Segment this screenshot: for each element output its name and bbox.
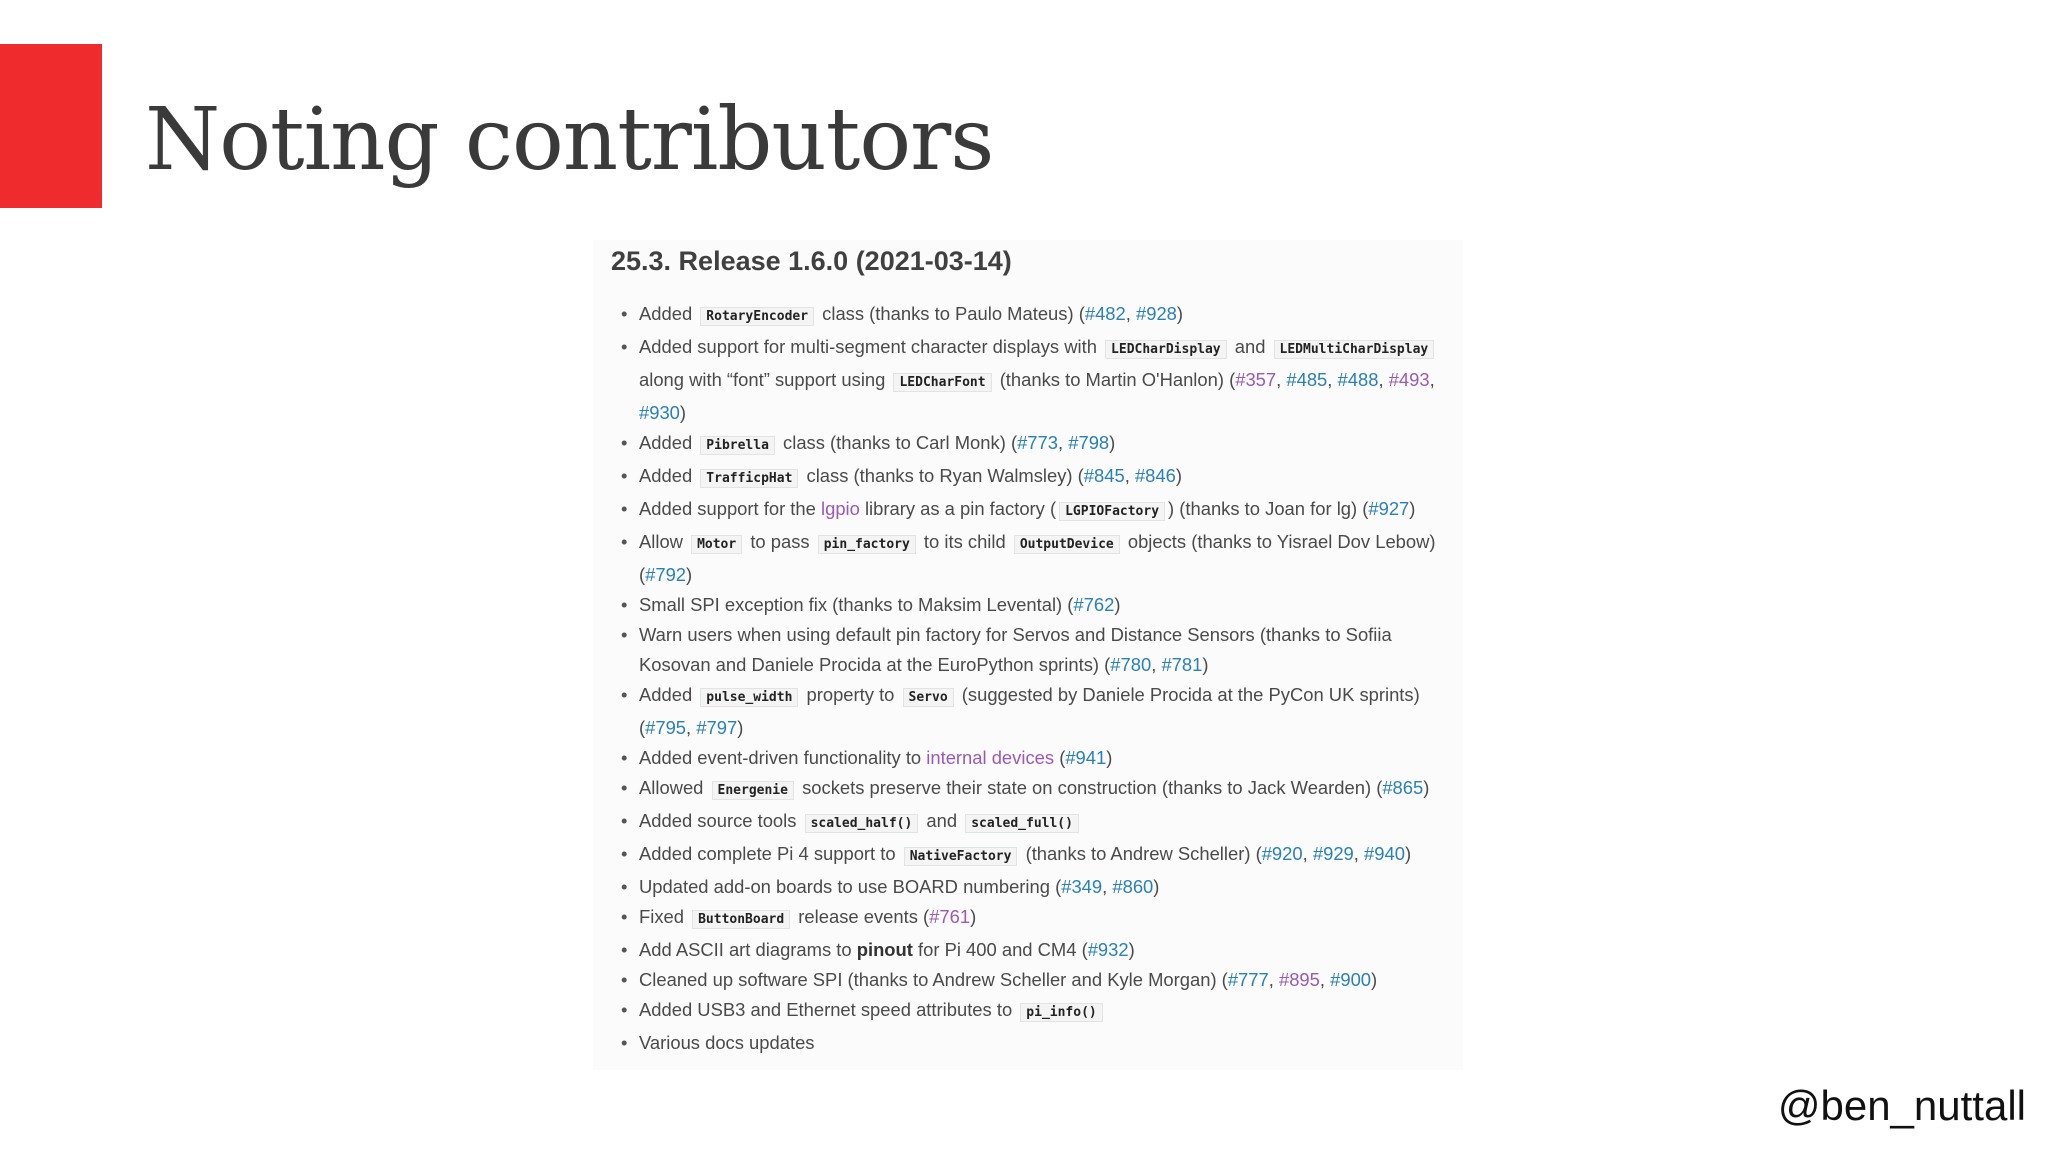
slide-title: Noting contributors [145,90,994,190]
code-literal: LEDMultiCharDisplay [1274,340,1435,359]
release-items-list [611,299,1463,1058]
issue-link[interactable]: #865 [1382,777,1424,798]
code-literal: scaled_half() [805,814,919,833]
twitter-handle: @ben_nuttall [1777,1082,2026,1129]
item-text: (thanks to Martin O'Hanlon) ( [994,369,1236,390]
item-text: , [1276,369,1287,390]
item-text: , [1302,843,1313,864]
code-literal: pi_info() [1020,1003,1102,1022]
item-text: ) [1202,654,1209,675]
issue-link[interactable]: #795 [645,717,687,738]
issue-link[interactable]: #792 [645,564,687,585]
item-text: , [1268,969,1279,990]
release-item [611,299,1463,332]
release-item [611,1028,1463,1058]
item-text: Small SPI exception fix (thanks to Maksim Levental) ( [639,594,1074,615]
issue-link[interactable]: #940 [1364,843,1405,864]
issue-link[interactable]: #780 [1110,654,1152,675]
item-text: , [1151,654,1162,675]
item-text: ) [1404,843,1412,864]
release-item [611,839,1463,872]
issue-link[interactable]: #482 [1084,303,1126,324]
item-text: Added complete Pi 4 support to [639,843,901,864]
issue-link[interactable]: #777 [1227,969,1269,990]
item-text: , [1124,465,1135,486]
item-text: , [1327,369,1338,390]
issue-link[interactable]: #900 [1330,969,1372,990]
item-text: ) [1114,594,1121,615]
item-text: Allow [639,531,689,552]
code-literal: LEDCharDisplay [1105,340,1227,359]
item-text: ) [1175,465,1182,486]
bold-text: pinout [856,939,913,960]
item-text: property to [801,684,900,705]
issue-link[interactable]: #930 [639,402,680,423]
code-literal: ButtonBoard [692,910,790,929]
release-item [611,527,1463,590]
item-text: Warn users when using default pin factory for Servos and Distance Sensors (thanks to Sofiia Kosovan and Daniele Procida at the EuroPython sprints) ( [639,624,1392,675]
issue-link[interactable]: #485 [1286,369,1328,390]
code-literal: scaled_full() [965,814,1079,833]
item-text: class (thanks to Ryan Walmsley) ( [801,465,1084,486]
release-item [611,428,1463,461]
code-literal: Motor [691,535,742,554]
issue-link[interactable]: #929 [1312,843,1354,864]
item-text: , [1125,303,1136,324]
issue-link[interactable]: #357 [1235,369,1277,390]
issue-link[interactable]: #493 [1388,369,1430,390]
item-text: Add ASCII art diagrams to [639,939,857,960]
code-literal: Pibrella [700,436,775,455]
item-text: objects (thanks to Yisrael Dov Lebow) ( [639,531,1436,585]
item-text: Added source tools [639,810,802,831]
accent-bar [0,44,102,208]
issue-link[interactable]: #798 [1068,432,1110,453]
code-literal: pulse_width [700,688,798,707]
release-item [611,494,1463,527]
item-text: ) [737,717,744,738]
item-text: class (thanks to Paulo Mateus) ( [817,303,1085,324]
issue-link[interactable]: internal devices [926,747,1055,768]
item-text: Added event-driven functionality to [639,747,927,768]
item-text: , [1353,843,1365,864]
item-text: and [921,810,963,831]
release-item [611,995,1463,1028]
release-item [611,461,1463,494]
release-item [611,590,1463,620]
item-text: to pass [745,531,815,552]
item-text: , [686,717,697,738]
item-text: Added [639,303,698,324]
release-item [611,743,1463,773]
item-text: Added support for the [639,498,821,519]
item-text: sockets preserve their state on construction (thanks to Jack Wearden) ( [796,777,1383,798]
release-item [611,965,1463,995]
release-item [611,872,1463,902]
code-literal: NativeFactory [904,847,1018,866]
item-text: ) [1153,876,1160,897]
item-text: ) [679,402,687,423]
item-text: Allowed [639,777,709,798]
item-text: ) [686,564,693,585]
release-item [611,680,1463,743]
code-literal: TrafficpHat [700,469,798,488]
item-text: , [1378,369,1389,390]
item-text: , [1058,432,1069,453]
item-text: ( [1054,747,1066,768]
item-text: Added [639,465,698,486]
item-text: (suggested by Daniele Procida at the PyCon UK sprints) ( [639,684,1420,738]
code-literal: OutputDevice [1014,535,1120,554]
issue-link[interactable]: #349 [1061,876,1103,897]
issue-link[interactable]: #941 [1065,747,1107,768]
issue-link[interactable]: #762 [1073,594,1115,615]
item-text: Added USB3 and Ethernet speed attributes to [639,999,1018,1020]
item-text: ) [1371,969,1378,990]
item-text: Added [639,432,698,453]
code-literal: RotaryEncoder [700,307,814,326]
release-item [611,332,1463,428]
issue-link[interactable]: #845 [1083,465,1125,486]
release-item [611,620,1463,680]
item-text: ) (thanks to Joan for lg) ( [1168,498,1369,519]
item-text: along with “font” support using [639,369,891,390]
issue-link[interactable]: #797 [696,717,738,738]
issue-link[interactable]: #761 [929,906,971,927]
issue-link[interactable]: #846 [1134,465,1176,486]
release-item [611,935,1463,965]
code-literal: LGPIOFactory [1059,502,1165,521]
issue-link[interactable]: #927 [1368,498,1410,519]
item-text: Fixed [639,906,690,927]
item-text: Various docs updates [639,1032,815,1053]
issue-link[interactable]: #781 [1161,654,1203,675]
release-item [611,773,1463,806]
issue-link[interactable]: #773 [1017,432,1058,453]
item-text: library as a pin factory ( [859,498,1057,519]
item-text: release events ( [793,906,930,927]
item-text: Updated add-on boards to use BOARD numbering ( [639,876,1062,897]
item-text: ) [970,906,977,927]
issue-link[interactable]: #895 [1278,969,1320,990]
item-text: , [1319,969,1331,990]
code-literal: Servo [903,688,954,707]
item-text: and [1229,336,1271,357]
release-notes-screenshot [593,240,1463,1070]
item-text: , [1429,369,1435,390]
item-text: , [1102,876,1113,897]
item-text: ) [1109,432,1116,453]
issue-link[interactable]: #860 [1112,876,1154,897]
item-text: ) [1106,747,1113,768]
item-text: to its child [918,531,1011,552]
item-text: for Pi 400 and CM4 ( [912,939,1088,960]
item-text: Added support for multi-segment character displays with [639,336,1103,357]
issue-link[interactable]: #928 [1136,303,1177,324]
item-text: Added [639,684,698,705]
item-text: ) [1423,777,1430,798]
code-literal: pin_factory [818,535,916,554]
issue-link[interactable]: #932 [1087,939,1129,960]
release-item [611,806,1463,839]
item-text: class (thanks to Carl Monk) ( [777,432,1018,453]
issue-link[interactable]: #488 [1337,369,1379,390]
item-text: Cleaned up software SPI (thanks to Andrew Scheller and Kyle Morgan) ( [639,969,1228,990]
item-text: ) [1128,939,1135,960]
issue-link[interactable]: lgpio [821,498,860,519]
item-text: (thanks to Andrew Scheller) ( [1020,843,1262,864]
code-literal: Energenie [712,781,794,800]
item-text: ) [1409,498,1416,519]
release-item [611,902,1463,935]
release-heading: 25.3. Release 1.6.0 (2021-03-14) [611,246,1012,276]
code-literal: LEDCharFont [893,373,991,392]
item-text: ) [1176,303,1184,324]
issue-link[interactable]: #920 [1261,843,1303,864]
